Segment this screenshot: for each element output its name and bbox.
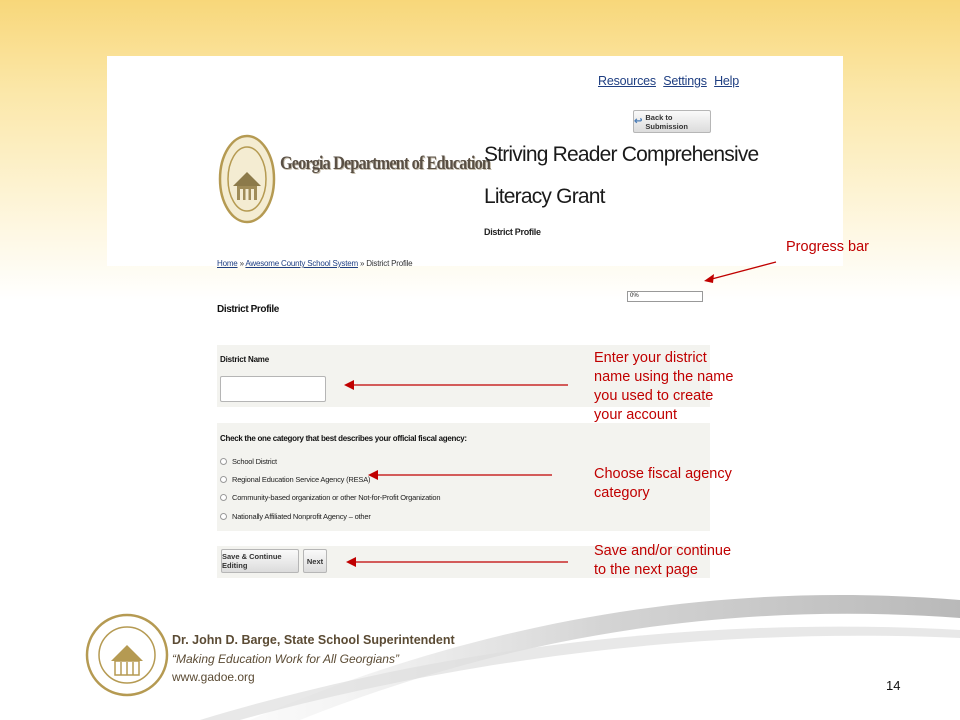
footer-seal-logo [84, 607, 170, 703]
annotation-district-name: Enter your district name using the name you used to create your account [594, 350, 734, 423]
resources-link[interactable]: Resources [598, 74, 656, 88]
breadcrumb-separator: » [359, 259, 365, 268]
footer-superintendent: Dr. John D. Barge, State School Superintendent [172, 633, 455, 647]
footer-motto: “Making Education Work for All Georgians” [172, 652, 399, 666]
progress-annotation-arrow [708, 262, 776, 280]
arrowhead-icon [344, 380, 354, 390]
fiscal-option-label: School District [232, 457, 277, 466]
fiscal-option-label: Regional Education Service Agency (RESA) [232, 475, 371, 484]
section-subtitle: District Profile [484, 227, 541, 237]
page-number: 14 [886, 678, 901, 693]
annotation-progress: Progress bar [786, 239, 870, 255]
back-to-submission-label: Back to Submission [645, 112, 688, 131]
grant-title-line-1: Striving Reader Comprehensive [484, 143, 759, 166]
page-heading: District Profile [217, 304, 279, 315]
help-link[interactable]: Help [714, 74, 740, 88]
back-arrow-icon: ↩ [634, 116, 643, 127]
grant-title-line-2: Literacy Grant [484, 185, 605, 208]
arrowhead-icon [704, 274, 714, 283]
breadcrumb-district-link[interactable]: Awesome County School System [245, 259, 358, 268]
fiscal-option-label: Community-based organization or other Not-for-Profit Organization [232, 493, 441, 502]
breadcrumb-separator: » [239, 259, 244, 268]
breadcrumb-current: District Profile [366, 259, 413, 268]
org-name: Georgia Department of Education [280, 154, 491, 174]
fiscal-option-label: Nationally Affiliated Nonprofit Agency – other [232, 512, 371, 521]
save-continue-button[interactable]: Save & Continue Editing [221, 549, 299, 573]
next-button[interactable]: Next [303, 549, 327, 573]
arrowhead-icon [346, 557, 356, 567]
settings-link[interactable]: Settings [663, 74, 707, 88]
district-name-label: District Name [220, 355, 269, 364]
breadcrumb-home-link[interactable]: Home [217, 259, 238, 268]
annotation-save: Save and/or continue to the next page [594, 543, 732, 578]
progress-label: 0% [630, 293, 639, 299]
annotation-fiscal-category: Choose fiscal agency category [594, 466, 732, 501]
arrowhead-icon [368, 470, 378, 480]
footer-url[interactable]: www.gadoe.org [172, 670, 255, 684]
fiscal-agency-question: Check the one category that best describes your official fiscal agency: [220, 434, 467, 443]
